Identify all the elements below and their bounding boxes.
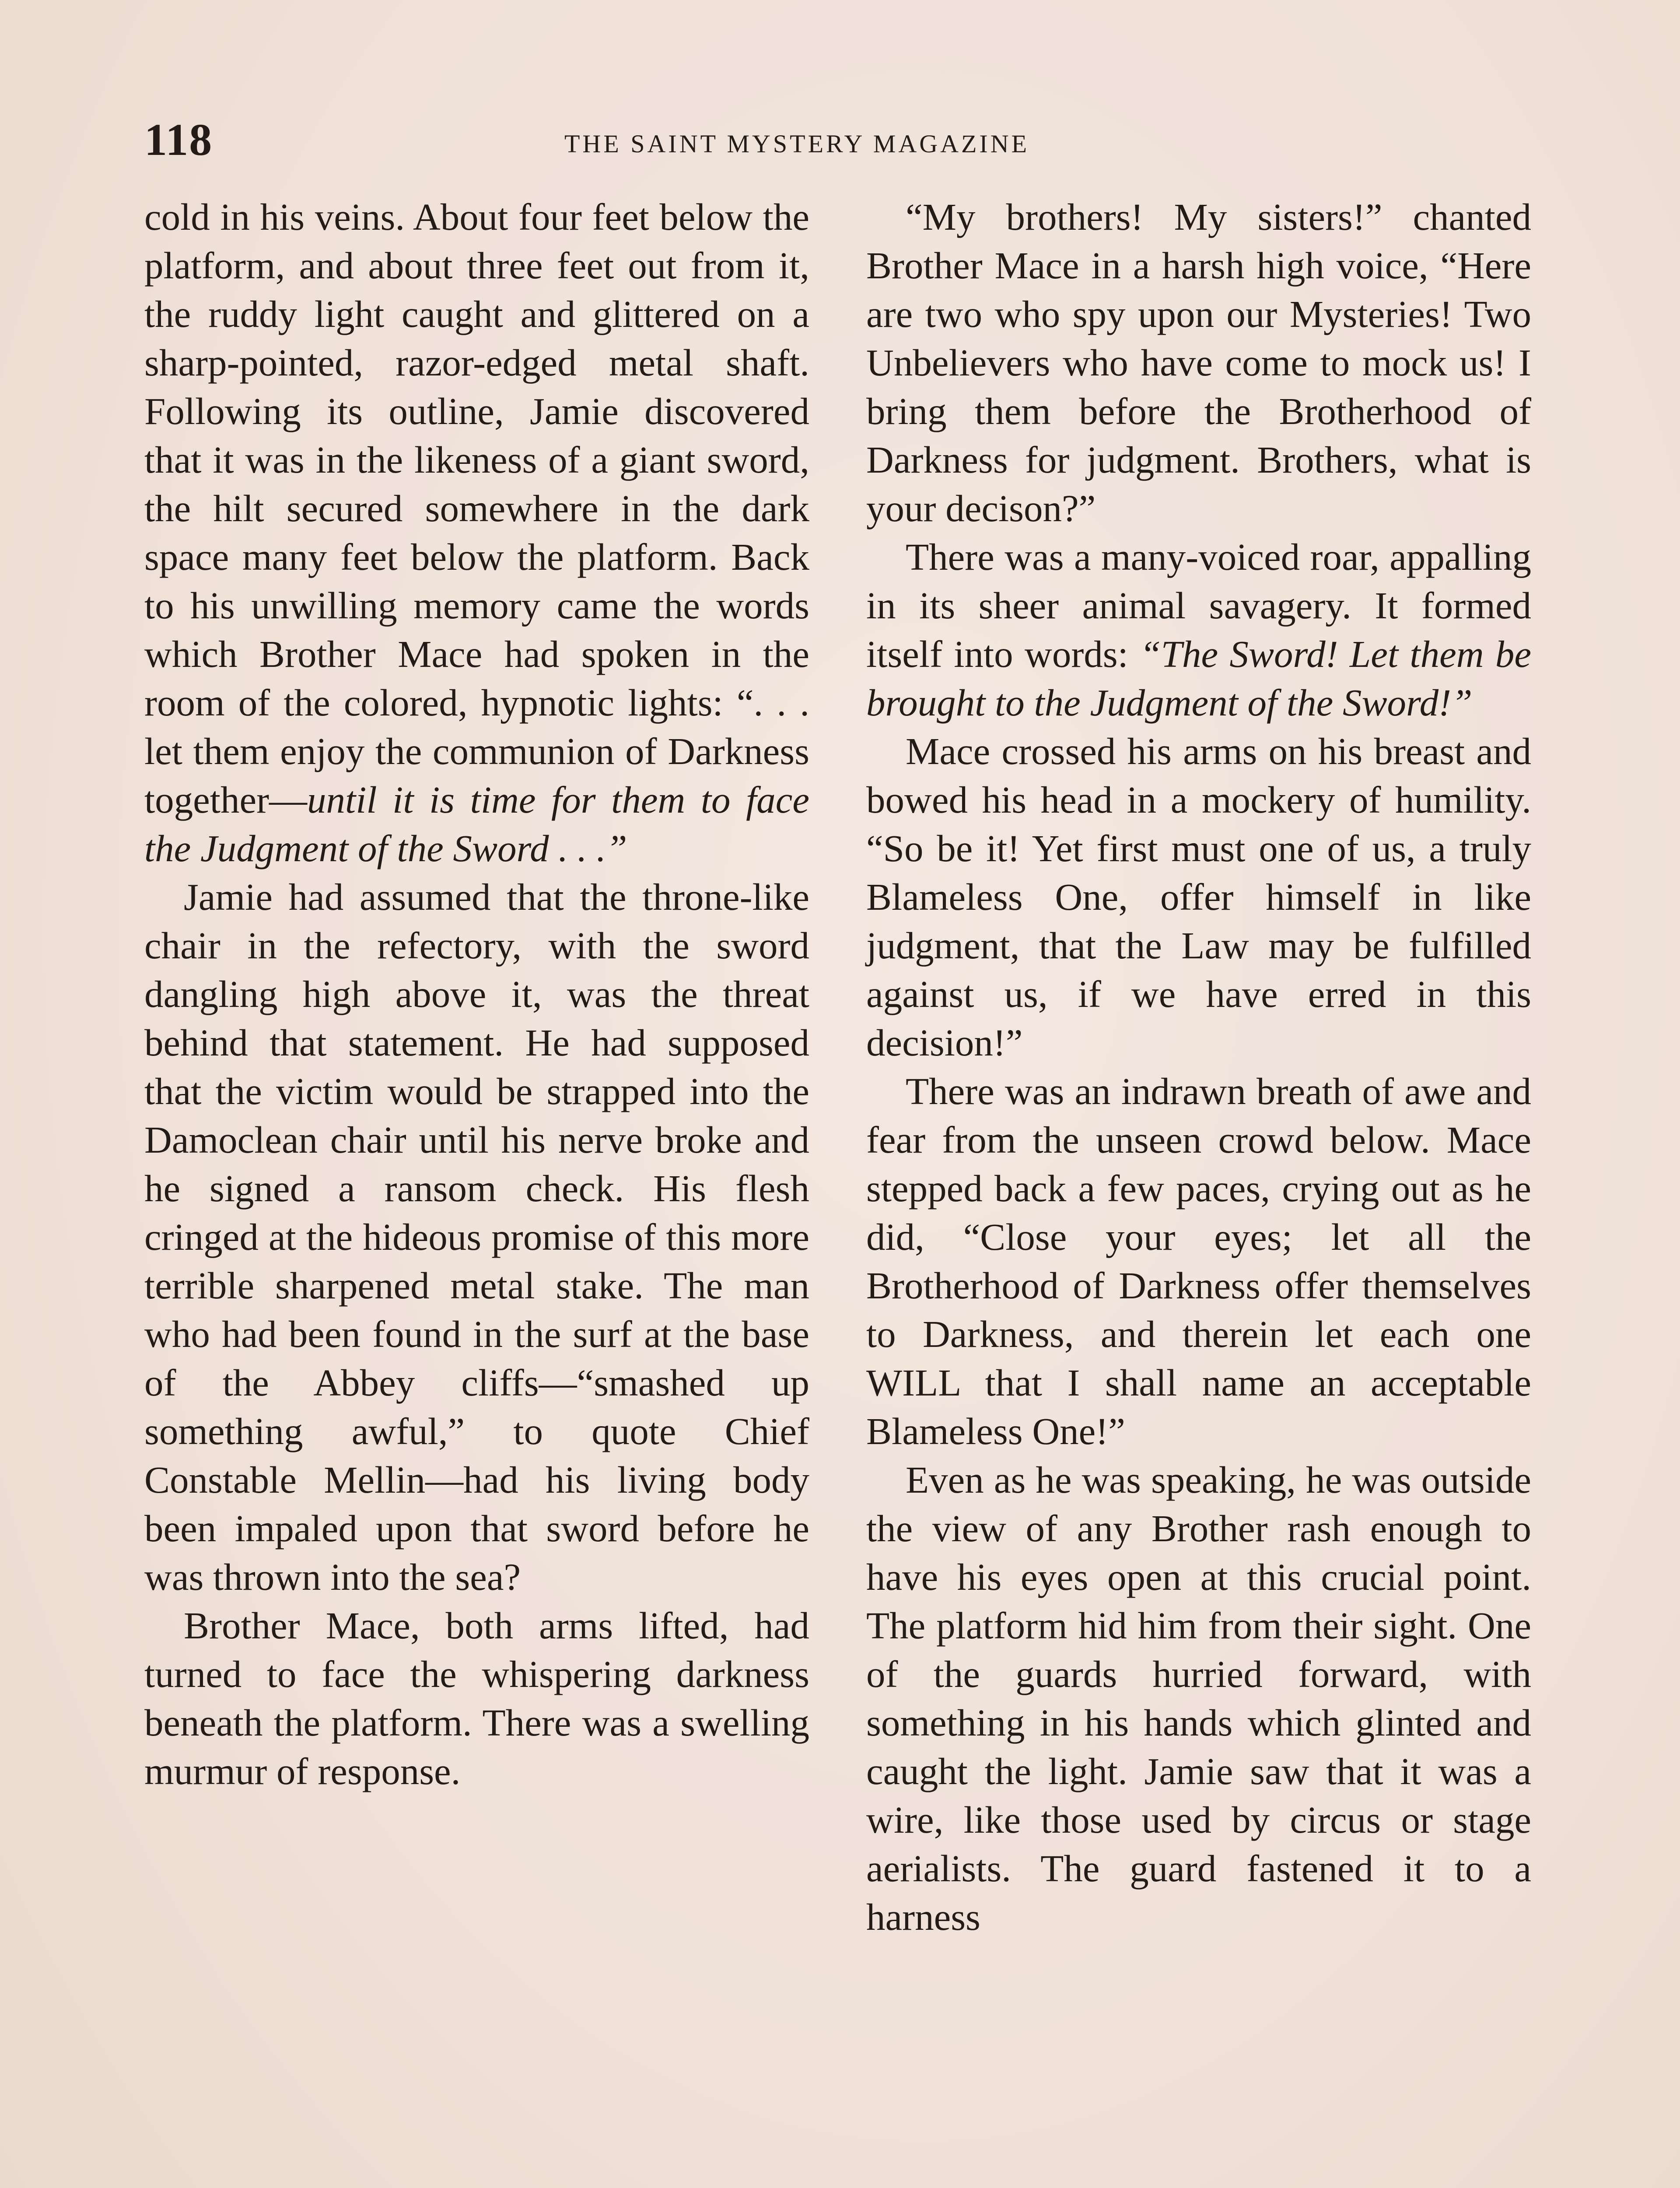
- page-number: 118: [144, 115, 213, 165]
- paragraph: [144, 873, 809, 1601]
- paragraph: [866, 533, 1531, 727]
- paragraph: [866, 1455, 1531, 1941]
- left-column: [144, 193, 809, 1795]
- paragraph: [866, 727, 1531, 1067]
- running-title: THE SAINT MYSTERY MAGAZINE: [564, 130, 1030, 158]
- right-column: [866, 193, 1531, 1941]
- paragraph: [144, 193, 809, 873]
- text-run: Even as he was speaking, he was outside the view of any Brother rash enough to have his eyes open at this crucial point. The platform hid him from their sight. One of the guards hurried forward, with something in his hands which glinted and caught the light. Jamie saw that it was a wire, like those used by circus or stage aerialists. The guard fastened it to a harness: [866, 1459, 1531, 1938]
- text-run: There was an indrawn breath of awe and fear from the unseen crowd below. Mace stepped back a few paces, crying out as he did, “Close your eyes; let all the Brotherhood of Darkness offer themselves to Darkness, and therein let each one WILL that I shall name an acceptable Blameless One!”: [866, 1070, 1531, 1452]
- text-run: “My brothers! My sisters!” chanted Brother Mace in a harsh high voice, “Here are two who spy upon our Mysteries! Two Unbelievers who have come to mock us! I bring them before the Brotherhood of Darkness for judgment. Brothers, what is your decison?”: [866, 196, 1531, 529]
- italic-text-run: until it is time for them to face the Judgment of the Sword . . .”: [144, 778, 809, 870]
- italic-text-run: “The Sword! Let them be brought to the Judgment of the Sword!”: [866, 633, 1531, 724]
- text-run: There was a many-voiced roar, appalling in its sheer animal savagery. It formed itself into words:: [866, 536, 1531, 675]
- text-run: Jamie had assumed that the throne-like chair in the refectory, with the sword dangling high above it, was the threat behind that statement. He had supposed that the victim would be strapped into the Damoclean chair until his nerve broke and he signed a ransom check. His flesh cringed at the hideous promise of this more terrible sharpened metal stake. The man who had been found in the surf at the base of the Abbey cliffs—“smashed up something awful,” to quote Chief Constable Mellin—had his living body been impaled upon that sword before he was thrown into the sea?: [144, 876, 809, 1598]
- text-run: cold in his veins. About four feet below the platform, and about three feet out from it, the ruddy light caught and glittered on a sharp-pointed, razor-edged metal shaft. Following its outline, Jamie discovered that it was in the likeness of a giant sword, the hilt secured somewhere in the dark space many feet below the platform. Back to his unwilling memory came the words which Brother Mace had spoken in the room of the colored, hypnotic lights: “. . . let them enjoy the communion of Darkness together—: [144, 196, 809, 821]
- paragraph: [866, 1067, 1531, 1455]
- paragraph: [144, 1601, 809, 1795]
- text-run: Mace crossed his arms on his breast and bowed his head in a mockery of humility. “So be it! Yet first must one of us, a truly Blameless One, offer himself in like judgment, that the Law may be fulfilled against us, if we have erred in this decision!”: [866, 730, 1531, 1064]
- text-run: Brother Mace, both arms lifted, had turned to face the whispering darkness beneath the platform. There was a swelling murmur of response.: [144, 1604, 809, 1792]
- paragraph: [866, 193, 1531, 533]
